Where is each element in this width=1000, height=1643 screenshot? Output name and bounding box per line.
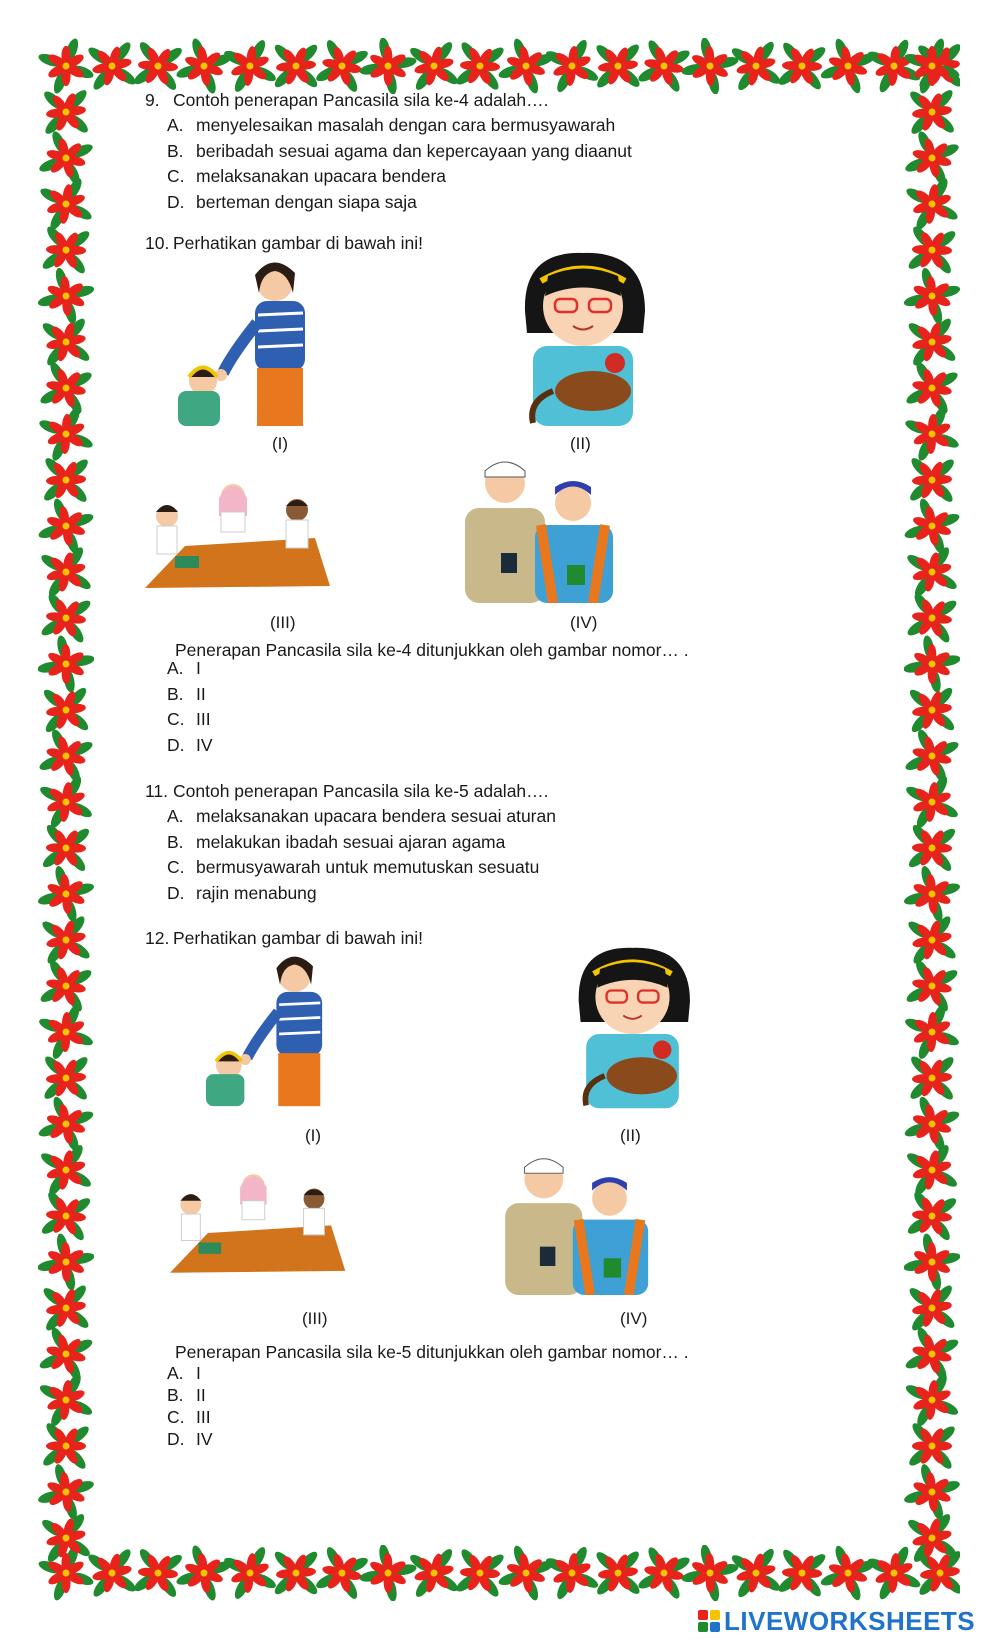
question-12-options [167,1361,213,1449]
illustration-child-greeting-teacher [185,948,355,1108]
option-a[interactable]: A. melaksanakan upacara bendera sesuai aturan [167,806,556,826]
poinsettia-icon [904,1002,960,1063]
option-d[interactable]: D. berteman dengan siapa saja [167,191,417,212]
caption-II: (II) [570,434,591,453]
question-12-prompt: Penerapan Pancasila sila ke-5 ditunjukkan oleh gambar nomor… . [175,1342,689,1362]
question-text: Perhatikan gambar di bawah ini! [173,928,424,948]
poinsettia-icon [38,1002,94,1063]
question-9 [145,88,549,114]
illustration-men-praying [503,1150,658,1295]
poinsettia-icon [580,38,656,94]
illustration-girl-with-rooster [565,946,700,1111]
poinsettia-icon [670,38,750,94]
illustration-girl-with-rooster [513,251,653,429]
option-a[interactable]: A. I [167,1363,201,1383]
poinsettia-icon [904,38,960,95]
poinsettia-icon [38,171,94,237]
caption-II: (II) [620,1126,641,1145]
poinsettia-icon [258,1545,335,1601]
flower-border-bottom [38,1545,960,1601]
illustration-child-greeting-teacher [163,253,333,428]
poinsettia-icon [540,38,605,94]
question-text: Contoh penerapan Pancasila sila ke-4 adalah…. [173,90,549,110]
caption-I: (I) [305,1126,322,1145]
question-10-options [167,656,213,758]
brand-name: LIVEWORKSHEETS [724,1605,976,1636]
caption-I: (I) [272,434,289,453]
poinsettia-icon [38,403,94,465]
liveworksheets-logo-icon [698,1610,720,1632]
poinsettia-icon [762,1545,842,1601]
poinsettia-icon [904,904,960,976]
poinsettia-icon [904,1136,960,1205]
poinsettia-icon [217,38,282,94]
poinsettia-icon [670,1545,750,1601]
poinsettia-icon [38,38,94,95]
poinsettia-icon [904,537,960,606]
liveworksheets-logo[interactable] [698,1605,975,1637]
option-c[interactable]: C. III [167,1407,211,1427]
option-a[interactable]: A. I [167,658,201,678]
option-d[interactable]: D. rajin menabung [167,882,317,903]
option-b[interactable]: B. beribadah sesuai agama dan kepercayaan yang diaanut [167,140,632,161]
poinsettia-icon [904,306,960,379]
poinsettia-icon [38,1502,94,1574]
poinsettia-icon [904,1368,960,1433]
question-number: 10. [145,233,170,253]
poinsettia-icon [38,1136,94,1205]
poinsettia-icon [38,537,94,606]
option-c[interactable]: C. bermusyawarah untuk memutuskan sesuatu [167,857,540,877]
poinsettia-icon [762,38,842,94]
poinsettia-icon [580,1545,656,1601]
question-number: 12. [145,928,170,948]
poinsettia-icon [38,306,94,379]
question-number: 9. [145,90,160,110]
question-number: 11. [145,781,169,801]
option-c[interactable]: C. melaksanakan upacara bendera [167,166,447,186]
illustration-children-discussion [145,476,335,596]
poinsettia-icon [904,769,960,834]
question-11 [145,779,549,805]
caption-III: (III) [270,613,296,632]
option-a[interactable]: A. menyelesaikan masalah dengan cara bermusyawarah [167,115,616,135]
poinsettia-icon [904,403,960,465]
option-d[interactable]: D. IV [167,1429,213,1449]
poinsettia-icon [38,904,94,976]
poinsettia-icon [217,1545,282,1601]
question-text: Contoh penerapan Pancasila sila ke-5 adalah…. [173,781,549,801]
poinsettia-icon [38,1368,94,1433]
illustration-men-praying [463,453,623,603]
question-10-prompt: Penerapan Pancasila sila ke-4 ditunjukkan oleh gambar nomor… . [175,640,689,660]
poinsettia-icon [348,38,427,94]
option-b[interactable]: B. II [167,1385,206,1405]
poinsettia-icon [38,769,94,834]
caption-IV: (IV) [620,1309,648,1328]
flower-border-right [904,38,960,1601]
option-b[interactable]: B. II [167,683,206,704]
poinsettia-icon [904,171,960,237]
poinsettia-icon [348,1545,427,1601]
caption-III: (III) [302,1309,328,1328]
poinsettia-icon [904,1502,960,1574]
flower-border-top [38,38,960,94]
question-text: Perhatikan gambar di bawah ini! [173,233,424,253]
question-11-options [167,804,556,906]
option-d[interactable]: D. IV [167,734,213,755]
poinsettia-icon [540,1545,605,1601]
poinsettia-icon [258,38,335,94]
illustration-children-discussion [170,1166,350,1281]
option-c[interactable]: C. III [167,709,211,729]
option-b[interactable]: B. melakukan ibadah sesuai ajaran agama [167,831,506,852]
caption-IV: (IV) [570,613,598,632]
flower-border-left [38,38,94,1601]
question-9-options [167,113,632,215]
